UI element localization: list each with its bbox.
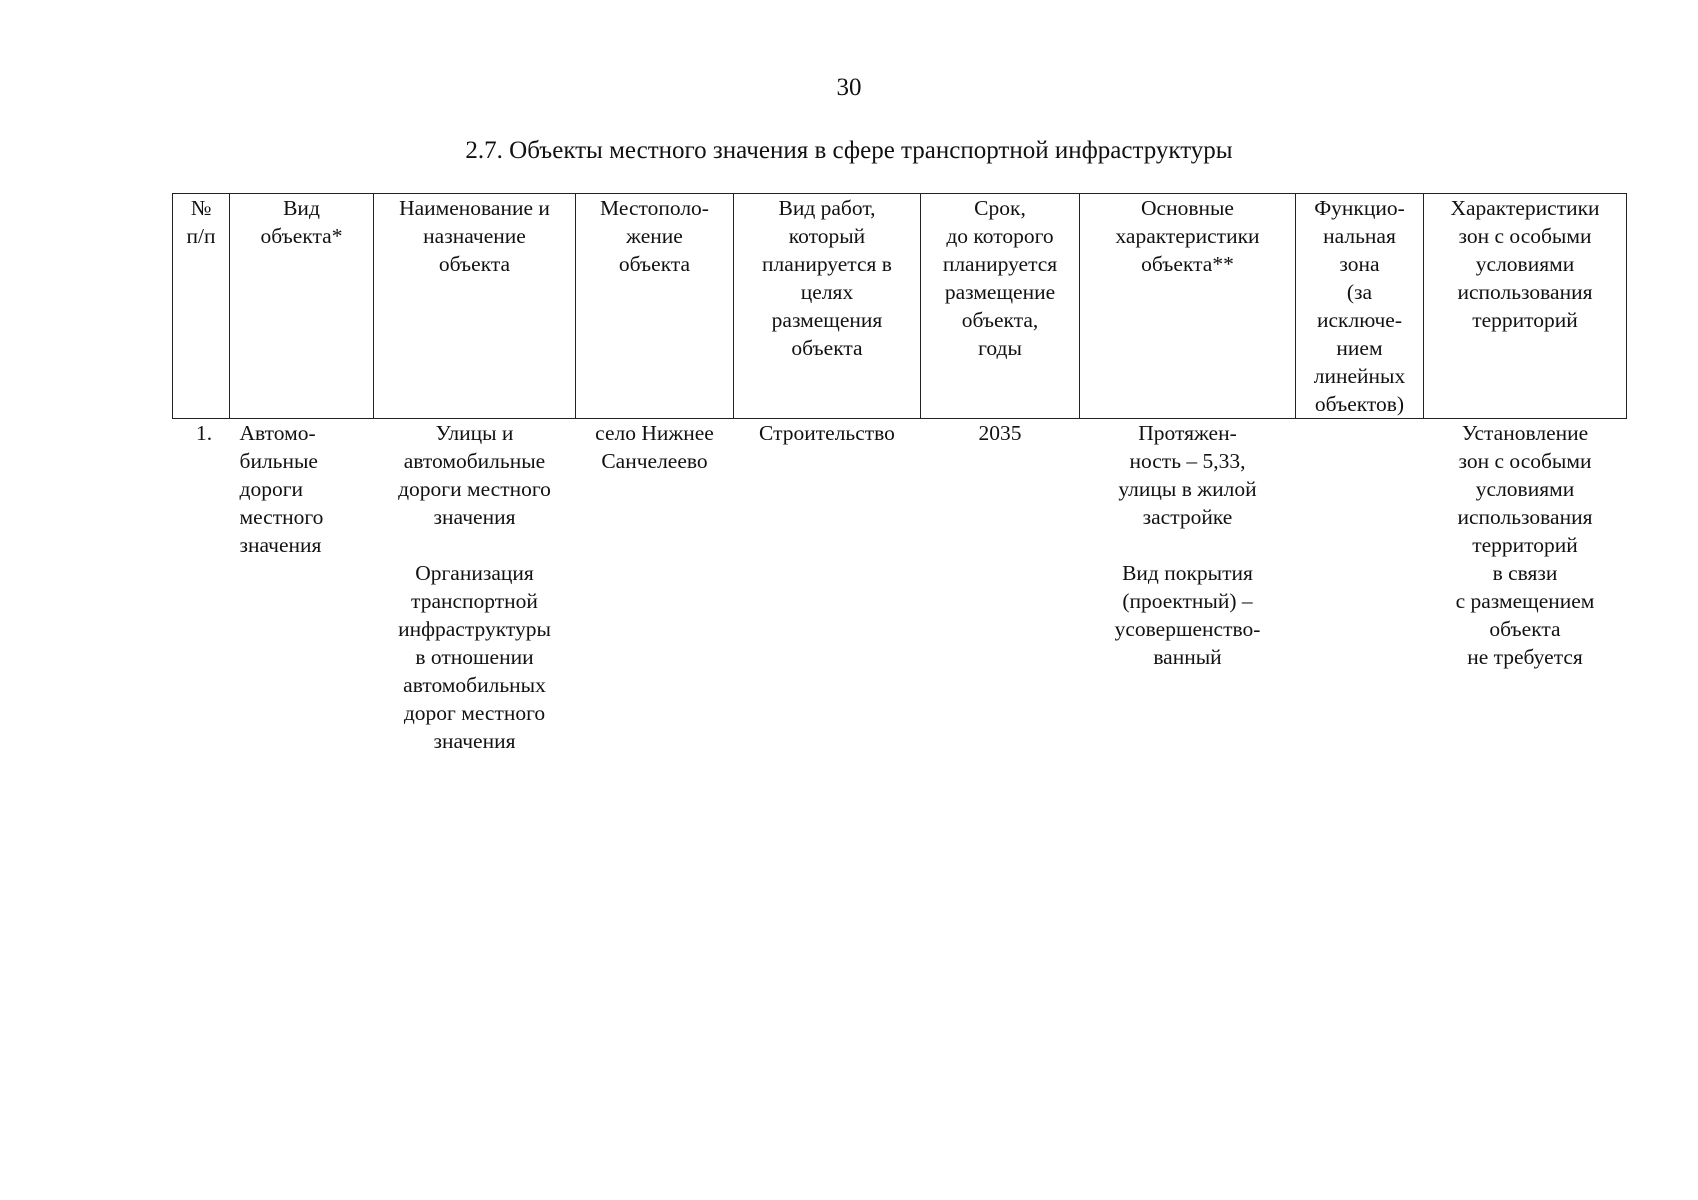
- table-header-row: [173, 194, 1627, 419]
- characteristics-length: Протяжен- ность – 5,33, улицы в жилой застройке: [1118, 421, 1257, 529]
- header-label: Срок, до которого планируется размещение объекта, годы: [942, 196, 1058, 360]
- header-label: Наименование и назначение объекта: [399, 196, 550, 276]
- header-label: Основные характеристики объекта**: [1115, 196, 1260, 276]
- header-cell-number: [173, 194, 230, 419]
- header-cell-location: [576, 194, 734, 419]
- functional-zone-cell: [1296, 419, 1424, 756]
- header-cell-characteristics: [1080, 194, 1296, 419]
- object-type-cell: [230, 419, 374, 756]
- zones-characteristics: Установление зон с особыми условиями использования территорий в связи с размещением объекта не требуется: [1455, 421, 1595, 669]
- deadline-cell: [921, 419, 1080, 756]
- header-label: Вид работ, который планируется в целях размещения объекта: [762, 196, 892, 360]
- header-cell-zones: [1424, 194, 1627, 419]
- header-label: Функцио- нальная зона (за исключе- нием линейных объектов): [1313, 196, 1406, 416]
- object-type: Автомо- бильные дороги местного значения: [239, 421, 324, 557]
- header-cell-functional-zone: [1296, 194, 1424, 419]
- section-title: 2.7. Объекты местного значения в сфере транспортной инфраструктуры: [465, 137, 1233, 164]
- object-name: Улицы и автомобильные дороги местного значения: [398, 421, 551, 529]
- header-cell-work-type: [734, 194, 921, 419]
- header-label: № п/п: [186, 196, 216, 248]
- header-cell-name: [374, 194, 576, 419]
- header-cell-deadline: [921, 194, 1080, 419]
- characteristics-surface: Вид покрытия (проектный) – усовершенство- ванный: [1114, 561, 1261, 669]
- header-label: Местополо- жение объекта: [600, 196, 709, 276]
- page-number: 30: [836, 74, 862, 101]
- work-type-cell: [734, 419, 921, 756]
- transport-infrastructure-table: [172, 193, 1627, 755]
- deadline-year: 2035: [978, 421, 1022, 445]
- location-cell: [576, 419, 734, 756]
- object-location: село Нижнее Санчелеево: [595, 421, 714, 473]
- row-number-cell: [173, 419, 230, 756]
- header-cell-object-type: [230, 194, 374, 419]
- header-label: Вид объекта*: [260, 196, 343, 248]
- paragraph-gap: [1084, 531, 1292, 559]
- table-row: [173, 419, 1627, 756]
- object-name-cell: [374, 419, 576, 756]
- row-number: 1.: [195, 421, 213, 445]
- header-label: Характеристики зон с особыми условиями использования территорий: [1450, 196, 1600, 332]
- object-purpose: Организация транспортной инфраструктуры в отношении автомобильных дорог местного значения: [398, 561, 551, 753]
- work-type: Строительство: [759, 421, 895, 445]
- paragraph-gap: [378, 531, 572, 559]
- zones-cell: [1424, 419, 1627, 756]
- characteristics-cell: [1080, 419, 1296, 756]
